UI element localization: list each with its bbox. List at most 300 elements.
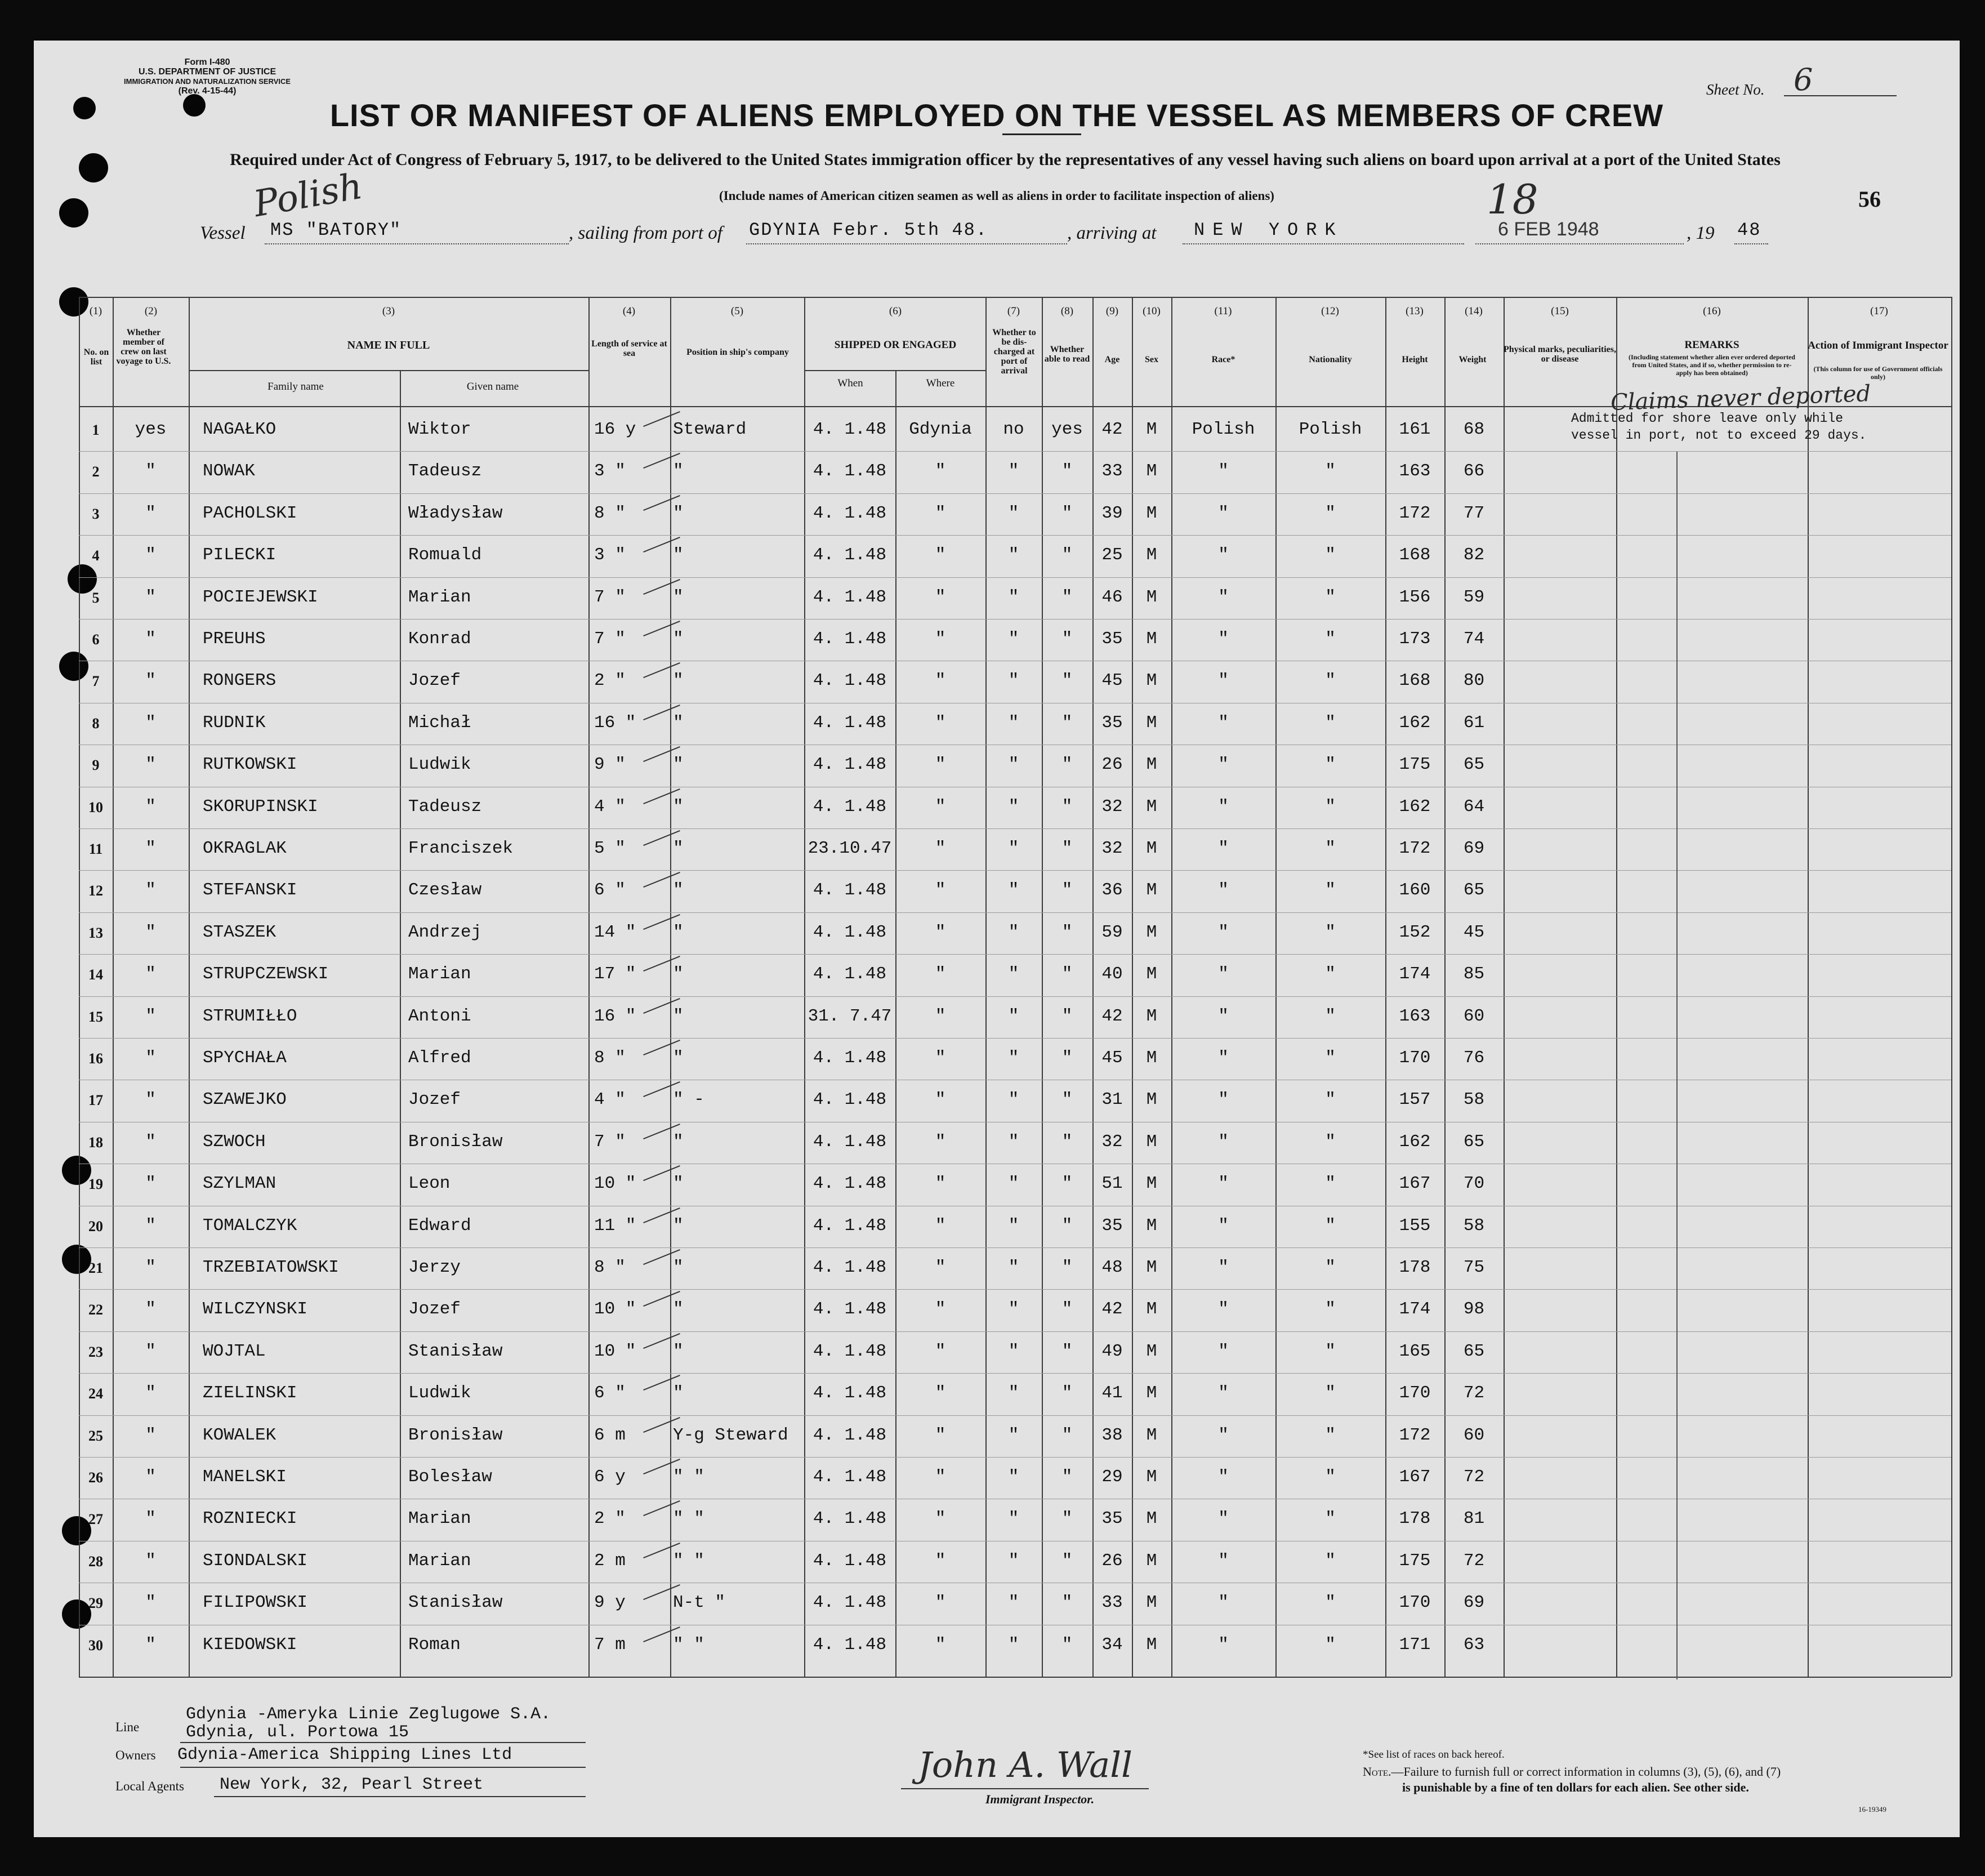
cell-nationality: " [1325, 1425, 1336, 1445]
cell-where: " [935, 839, 946, 858]
cell-service: 2 " [594, 1509, 626, 1529]
cell-race: " [1218, 1216, 1229, 1236]
cell-read: " [1061, 503, 1073, 523]
cell-discharged: " [1008, 1048, 1019, 1068]
column-number: (2) [144, 305, 158, 317]
column-number: (16) [1703, 305, 1721, 317]
cell-no: 11 [88, 841, 103, 857]
column-number: (11) [1214, 305, 1232, 317]
cell-nationality: " [1325, 545, 1336, 565]
cell-service: 3 " [594, 545, 626, 565]
cell-race: " [1218, 797, 1229, 817]
header-remarks-sub: (Including statement whether alien ever ordered deported from United States, and if so, whether permission to re-apply has been obtained) [1629, 353, 1795, 377]
cell-service: 9 " [594, 755, 626, 774]
cell-sex: M [1146, 1258, 1157, 1277]
cell-weight: 98 [1463, 1299, 1485, 1319]
cell-no: 7 [92, 673, 100, 689]
cell-sex: M [1146, 1174, 1157, 1193]
cell-sex: M [1146, 1593, 1157, 1612]
cell-weight: 65 [1463, 1342, 1485, 1361]
cell-weight: 65 [1463, 1132, 1485, 1152]
cell-given: Andrzej [408, 923, 482, 942]
cell-age: 42 [1101, 420, 1123, 439]
cell-read: " [1061, 1425, 1073, 1445]
cell-sex: M [1146, 755, 1157, 774]
cell-read: " [1061, 713, 1073, 733]
cell-member: " [145, 587, 156, 607]
cell-height: 171 [1399, 1635, 1431, 1655]
cell-where: Gdynia [909, 420, 972, 439]
cell-given: Romuald [408, 545, 482, 565]
cell-service: 9 y [594, 1593, 626, 1612]
cell-age: 46 [1101, 587, 1123, 607]
cell-discharged: " [1008, 1174, 1019, 1193]
cell-given: Bronisław [408, 1425, 503, 1445]
cell-age: 33 [1101, 461, 1123, 481]
cell-where: " [935, 671, 946, 690]
cell-family: KIEDOWSKI [203, 1635, 297, 1655]
cell-service: 6 " [594, 1383, 626, 1403]
cell-member: " [145, 671, 156, 690]
cell-where: " [935, 1090, 946, 1109]
cell-member: " [145, 880, 156, 900]
cell-service: 6 " [594, 880, 626, 900]
cell-height: 175 [1399, 755, 1431, 774]
cell-discharged: no [1003, 420, 1024, 439]
cell-when: 4. 1.48 [813, 1593, 887, 1612]
cell-weight: 66 [1463, 461, 1485, 481]
cell-given: Jozef [408, 671, 461, 690]
cell-weight: 63 [1463, 1635, 1485, 1655]
cell-age: 31 [1101, 1090, 1123, 1109]
cell-discharged: " [1008, 839, 1019, 858]
cell-when: 4. 1.48 [813, 629, 887, 649]
cell-given: Stanisław [408, 1342, 503, 1361]
cell-height: 160 [1399, 880, 1431, 900]
form-identifier [124, 57, 291, 96]
cell-race: " [1218, 923, 1229, 942]
column-number: (9) [1105, 305, 1119, 317]
cell-discharged: " [1008, 1467, 1019, 1487]
cell-nationality: Polish [1299, 420, 1362, 439]
cell-discharged: " [1008, 1593, 1019, 1612]
cell-race: " [1218, 1174, 1229, 1193]
cell-weight: 77 [1463, 503, 1485, 523]
cell-where: " [935, 964, 946, 984]
cell-height: 175 [1399, 1551, 1431, 1571]
cell-position: " " [673, 1635, 704, 1655]
cell-weight: 72 [1463, 1383, 1485, 1403]
cell-family: FILIPOWSKI [203, 1593, 308, 1612]
cell-when: 4. 1.48 [813, 1551, 887, 1571]
cell-when: 4. 1.48 [813, 1216, 887, 1236]
cell-age: 25 [1101, 545, 1123, 565]
cell-height: 162 [1399, 797, 1431, 817]
cell-where: " [935, 545, 946, 565]
column-number: (4) [622, 305, 636, 317]
cell-weight: 58 [1463, 1090, 1485, 1109]
cell-discharged: " [1008, 587, 1019, 607]
cell-sex: M [1146, 1048, 1157, 1068]
cell-no: 3 [92, 506, 100, 522]
cell-family: PACHOLSKI [203, 503, 297, 523]
cell-no: 12 [88, 883, 103, 899]
cell-age: 51 [1101, 1174, 1123, 1193]
cell-sex: M [1146, 1342, 1157, 1361]
cell-nationality: " [1325, 1132, 1336, 1152]
cell-age: 42 [1101, 1299, 1123, 1319]
agents-value: New York, 32, Pearl Street [220, 1775, 484, 1794]
cell-weight: 72 [1463, 1551, 1485, 1571]
cell-sex: M [1146, 629, 1157, 649]
cell-given: Konrad [408, 629, 471, 649]
cell-no: 22 [88, 1302, 103, 1318]
cell-height: 162 [1399, 713, 1431, 733]
cell-age: 26 [1101, 755, 1123, 774]
cell-age: 32 [1101, 1132, 1123, 1152]
header-nationality: Nationality [1309, 355, 1352, 364]
cell-when: 4. 1.48 [813, 1509, 887, 1529]
header-discharged: Whether to be dis- charged at port of arrival [992, 328, 1036, 376]
column-number: (10) [1143, 305, 1161, 317]
cell-service: 8 " [594, 503, 626, 523]
cell-when: 23.10.47 [808, 839, 892, 858]
footer [34, 1688, 1960, 1837]
cell-member: " [145, 545, 156, 565]
cell-given: Władysław [408, 503, 503, 523]
cell-age: 26 [1101, 1551, 1123, 1571]
cell-family: SPYCHAŁA [203, 1048, 287, 1068]
cell-discharged: " [1008, 923, 1019, 942]
header-length-service: Length of service at sea [591, 339, 667, 358]
cell-discharged: " [1008, 1551, 1019, 1571]
cell-family: RUTKOWSKI [203, 755, 297, 774]
cell-position: " [673, 587, 684, 607]
cell-where: " [935, 713, 946, 733]
cell-position: Y-g Steward [673, 1425, 788, 1445]
cell-family: SZAWEJKO [203, 1090, 287, 1109]
column-number: (15) [1551, 305, 1569, 317]
cell-discharged: " [1008, 880, 1019, 900]
cell-height: 172 [1399, 503, 1431, 523]
cell-when: 4. 1.48 [813, 1467, 887, 1487]
cell-no: 24 [88, 1385, 103, 1402]
cell-read: " [1061, 1090, 1073, 1109]
header-height: Height [1402, 355, 1428, 364]
cell-no: 4 [92, 547, 100, 564]
cell-height: 155 [1399, 1216, 1431, 1236]
cell-position: " [673, 461, 684, 481]
cell-weight: 69 [1463, 839, 1485, 858]
cell-when: 4. 1.48 [813, 545, 887, 565]
column-number: (3) [382, 305, 395, 317]
cell-family: PREUHS [203, 629, 266, 649]
sheet-number: 6 [1794, 62, 1813, 97]
column-number: (7) [1007, 305, 1020, 317]
cell-age: 32 [1101, 797, 1123, 817]
cell-nationality: " [1325, 1593, 1336, 1612]
sheet-label: Sheet No. [1706, 81, 1765, 98]
cell-read: " [1061, 1342, 1073, 1361]
cell-discharged: " [1008, 1383, 1019, 1403]
cell-member: " [145, 964, 156, 984]
cell-given: Tadeusz [408, 797, 482, 817]
cell-no: 2 [92, 464, 100, 480]
header-able-read: Whether able to read [1044, 345, 1090, 364]
cell-position: " - [673, 1090, 704, 1109]
cell-nationality: " [1325, 1299, 1336, 1319]
cell-when: 4. 1.48 [813, 755, 887, 774]
cell-given: Bolesław [408, 1467, 492, 1487]
cell-service: 4 " [594, 1090, 626, 1109]
cell-read: " [1061, 964, 1073, 984]
header-remarks: REMARKS [1684, 339, 1739, 351]
cell-member: " [145, 923, 156, 942]
cell-sex: M [1146, 420, 1157, 439]
cell-discharged: " [1008, 755, 1019, 774]
cell-service: 16 " [594, 1006, 636, 1026]
cell-family: STASZEK [203, 923, 276, 942]
cell-read: " [1061, 629, 1073, 649]
cell-nationality: " [1325, 503, 1336, 523]
cell-given: Marian [408, 1509, 471, 1529]
requirement-subtext: (Include names of American citizen seamen as well as aliens in order to facilitate inspection of aliens) [719, 189, 1274, 203]
cell-race: " [1218, 1299, 1229, 1319]
cell-member: " [145, 797, 156, 817]
cell-nationality: " [1325, 839, 1336, 858]
cell-nationality: " [1325, 923, 1336, 942]
cell-service: 7 " [594, 629, 626, 649]
cell-when: 31. 7.47 [808, 1006, 892, 1026]
cell-no: 21 [88, 1260, 103, 1276]
cell-when: 4. 1.48 [813, 713, 887, 733]
cell-discharged: " [1008, 671, 1019, 690]
cell-member: " [145, 1342, 156, 1361]
arrival-stamp: 6 FEB 1948 [1498, 219, 1599, 240]
cell-weight: 80 [1463, 671, 1485, 690]
cell-when: 4. 1.48 [813, 671, 887, 690]
cell-member: " [145, 629, 156, 649]
cell-service: 7 m [594, 1635, 626, 1655]
cell-where: " [935, 1216, 946, 1236]
cell-race: " [1218, 1467, 1229, 1487]
cell-discharged: " [1008, 503, 1019, 523]
cell-family: RONGERS [203, 671, 276, 690]
cell-member: yes [135, 420, 167, 439]
cell-weight: 75 [1463, 1258, 1485, 1277]
cell-nationality: " [1325, 629, 1336, 649]
cell-sex: M [1146, 1467, 1157, 1487]
cell-sex: M [1146, 1425, 1157, 1445]
cell-race: Polish [1192, 420, 1255, 439]
header-name-in-full: NAME IN FULL [347, 339, 430, 351]
cell-family: POCIEJEWSKI [203, 587, 318, 607]
cell-service: 5 " [594, 839, 626, 858]
inspector-label: Immigrant Inspector. [985, 1792, 1095, 1806]
cell-member: " [145, 1216, 156, 1236]
cell-given: Czesław [408, 880, 482, 900]
cell-family: TOMALCZYK [203, 1216, 297, 1236]
cell-nationality: " [1325, 1342, 1336, 1361]
cell-age: 33 [1101, 1593, 1123, 1612]
cell-family: SZWOCH [203, 1132, 266, 1152]
cell-height: 174 [1399, 1299, 1431, 1319]
cell-sex: M [1146, 880, 1157, 900]
header-given-name: Given name [466, 381, 519, 393]
cell-discharged: " [1008, 545, 1019, 565]
cell-race: " [1218, 1635, 1229, 1655]
cell-race: " [1218, 713, 1229, 733]
cell-nationality: " [1325, 1006, 1336, 1026]
cell-where: " [935, 923, 946, 942]
cell-nationality: " [1325, 1635, 1336, 1655]
cell-weight: 69 [1463, 1593, 1485, 1612]
cell-service: 10 " [594, 1342, 636, 1361]
cell-given: Antoni [408, 1006, 471, 1026]
cell-given: Stanisław [408, 1593, 503, 1612]
line-label: Line [115, 1720, 140, 1734]
cell-height: 170 [1399, 1593, 1431, 1612]
cell-no: 29 [88, 1595, 103, 1611]
form-number: Form I-480 [184, 57, 230, 67]
cell-no: 16 [88, 1050, 103, 1067]
cell-age: 35 [1101, 629, 1123, 649]
cell-discharged: " [1008, 1509, 1019, 1529]
cell-read: " [1061, 1216, 1073, 1236]
header-action: Action of Immigrant Inspector [1808, 340, 1948, 351]
cell-given: Alfred [408, 1048, 471, 1068]
cell-weight: 61 [1463, 713, 1485, 733]
header-physical-marks: Physical marks, peculiarities, or disease [1504, 345, 1616, 364]
cell-race: " [1218, 1509, 1229, 1529]
cell-family: SKORUPINSKI [203, 797, 318, 817]
cell-race: " [1218, 964, 1229, 984]
cell-nationality: " [1325, 1216, 1336, 1236]
cell-position: " [673, 545, 684, 565]
vessel-name: MS "BATORY" [270, 220, 402, 240]
cell-family: STEFANSKI [203, 880, 297, 900]
cell-where: " [935, 1467, 946, 1487]
header-when: When [837, 377, 863, 389]
cell-sex: M [1146, 797, 1157, 817]
cell-where: " [935, 1299, 946, 1319]
cell-discharged: " [1008, 1425, 1019, 1445]
cell-read: " [1061, 1006, 1073, 1026]
cell-race: " [1218, 839, 1229, 858]
cell-discharged: " [1008, 1216, 1019, 1236]
cell-age: 35 [1101, 713, 1123, 733]
cell-age: 39 [1101, 503, 1123, 523]
cell-nationality: " [1325, 587, 1336, 607]
cell-height: 163 [1399, 461, 1431, 481]
cell-no: 19 [88, 1176, 103, 1192]
cell-race: " [1218, 1383, 1229, 1403]
cell-sex: M [1146, 1383, 1157, 1403]
cell-sex: M [1146, 964, 1157, 984]
cell-position: " [673, 1216, 684, 1236]
cell-given: Jozef [408, 1090, 461, 1109]
header-weight: Weight [1458, 355, 1487, 364]
fine-note-2: is punishable by a fine of ten dollars for each alien. See other side. [1402, 1780, 1749, 1794]
cell-height: 167 [1399, 1467, 1431, 1487]
cell-member: " [145, 1090, 156, 1109]
cell-service: 8 " [594, 1258, 626, 1277]
cell-read: " [1061, 461, 1073, 481]
cell-where: " [935, 461, 946, 481]
cell-position: " [673, 923, 684, 942]
cell-given: Marian [408, 1551, 471, 1571]
cell-read: " [1061, 1467, 1073, 1487]
cell-height: 170 [1399, 1048, 1431, 1068]
cell-service: 6 m [594, 1425, 626, 1445]
manifest-sheet [34, 41, 1960, 1837]
cell-nationality: " [1325, 713, 1336, 733]
cell-discharged: " [1008, 1006, 1019, 1026]
cell-sex: M [1146, 1132, 1157, 1152]
cell-position: " [673, 629, 684, 649]
cell-no: 23 [88, 1344, 103, 1360]
owners-label: Owners [115, 1748, 156, 1762]
cell-given: Franciszek [408, 839, 514, 858]
owners-value: Gdynia-America Shipping Lines Ltd [177, 1745, 512, 1764]
cell-discharged: " [1008, 1258, 1019, 1277]
cell-member: " [145, 1467, 156, 1487]
cell-height: 178 [1399, 1258, 1431, 1277]
header-position: Position in ship's company [686, 347, 789, 357]
cell-service: 7 " [594, 587, 626, 607]
cell-position: " [673, 503, 684, 523]
cell-height: 161 [1399, 420, 1431, 439]
cell-sex: M [1146, 503, 1157, 523]
cell-position: " [673, 1342, 684, 1361]
cell-race: " [1218, 1090, 1229, 1109]
cell-service: 17 " [594, 964, 636, 984]
cell-family: STRUMIŁŁO [203, 1006, 297, 1026]
cell-height: 167 [1399, 1174, 1431, 1193]
cell-read: " [1061, 923, 1073, 942]
cell-race: " [1218, 503, 1229, 523]
cell-service: 10 " [594, 1299, 636, 1319]
cell-when: 4. 1.48 [813, 461, 887, 481]
vessel-info [34, 215, 1960, 249]
cell-height: 168 [1399, 671, 1431, 690]
cell-weight: 60 [1463, 1425, 1485, 1445]
cell-weight: 74 [1463, 629, 1485, 649]
cell-no: 9 [92, 757, 100, 773]
cell-discharged: " [1008, 461, 1019, 481]
cell-where: " [935, 1048, 946, 1068]
cell-member: " [145, 503, 156, 523]
cell-service: 2 m [594, 1551, 626, 1571]
cell-race: " [1218, 587, 1229, 607]
cell-family: NOWAK [203, 461, 256, 481]
cell-race: " [1218, 880, 1229, 900]
cell-where: " [935, 1593, 946, 1612]
cell-member: " [145, 1593, 156, 1612]
cell-when: 4. 1.48 [813, 1258, 887, 1277]
cell-when: 4. 1.48 [813, 797, 887, 817]
cell-given: Wiktor [408, 420, 471, 439]
cell-where: " [935, 755, 946, 774]
header-no-on-list: No. on list [83, 347, 109, 367]
cell-when: 4. 1.48 [813, 1132, 887, 1152]
cell-where: " [935, 797, 946, 817]
cell-no: 10 [88, 799, 103, 816]
cell-age: 48 [1101, 1258, 1123, 1277]
cell-sex: M [1146, 671, 1157, 690]
cell-sex: M [1146, 839, 1157, 858]
cell-nationality: " [1325, 797, 1336, 817]
